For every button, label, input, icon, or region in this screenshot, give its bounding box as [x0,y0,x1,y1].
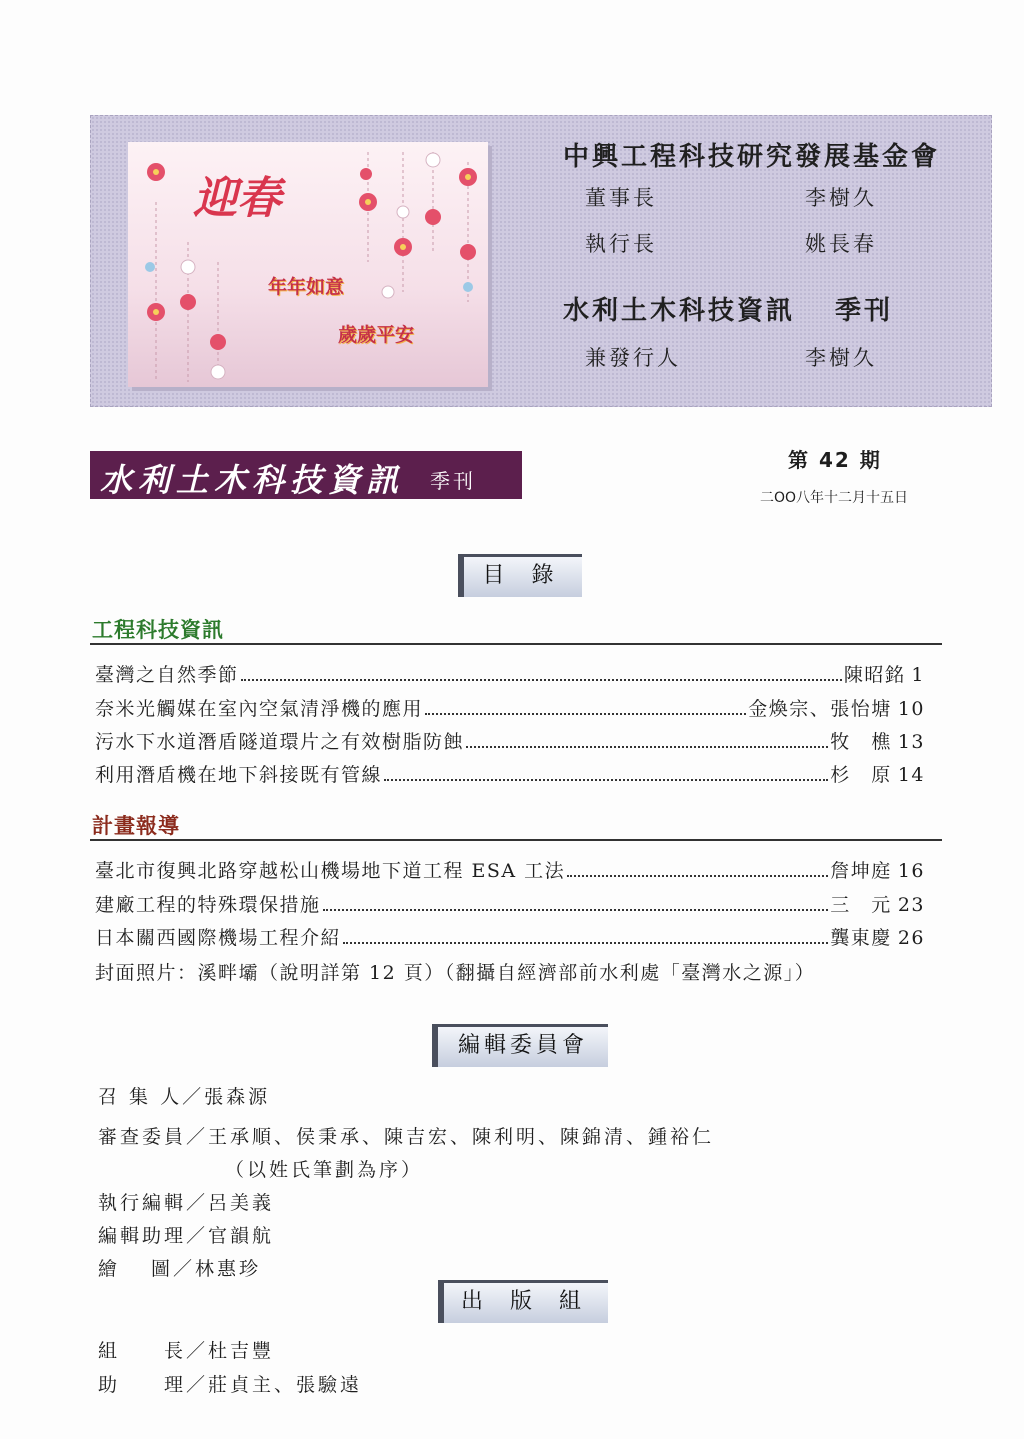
toc-entry-page: 23 [897,894,925,916]
toc-entry-author: 牧 樵 [830,731,892,753]
toc-entry-page: 14 [897,764,925,786]
section-divider [90,839,942,841]
foundation-name: 中興工程科技研究發展基金會 [563,142,941,172]
toc-leader-dots [241,679,842,681]
toc-entry-page: 13 [897,731,925,753]
reviewers-line: 審查委員／王承順、侯秉承、陳吉宏、陳利明、陳錦清、鍾裕仁 [98,1126,715,1148]
toc-entry-title: 奈米光觸媒在室內空氣清淨機的應用 [95,698,424,720]
issue-date: 二OO八年十二月十五日 [760,490,909,506]
toc-leader-dots [343,942,828,944]
toc-entry[interactable] [95,923,925,953]
toc-entry[interactable] [95,694,925,724]
section-divider [90,643,942,645]
assistants-line: 助 理／莊貞主、張驗遠 [98,1374,363,1396]
toc-entry-page: 1 [911,664,925,686]
toc-entry-title: 建廠工程的特殊環保措施 [95,894,321,916]
greeting-line-2: 歲歲平安 [338,324,415,346]
blossom-decoration [128,142,488,387]
toc-leader-dots [323,909,829,911]
section-title-project-reports: 計畫報導 [92,814,180,838]
masthead-subtitle: 季刊 [430,469,476,493]
group-leader-line: 組 長／杜吉豐 [98,1340,275,1362]
toc-leader-dots [384,779,828,781]
greeting-line-1: 年年如意 [268,276,345,298]
toc-entry-author: 金煥宗、張怡塘 [748,698,892,720]
toc-entry-author: 杉 原 [830,764,892,786]
illustrator-line: 繪 圖／林惠珍 [98,1258,262,1280]
toc-entry-author: 詹坤庭 [830,860,892,882]
greeting-card-image [128,142,488,387]
ceo-name: 姚長春 [805,232,877,256]
toc-entry-title: 臺灣之自然季節 [95,664,239,686]
toc-leader-dots [466,746,828,748]
toc-entry-title: 利用潛盾機在地下斜接既有管線 [95,764,383,786]
publication-name: 水利土木科技資訊 [563,296,796,326]
publisher-name: 李樹久 [805,346,877,370]
masthead-title: 水利土木科技資訊 [100,461,405,499]
toc-entry-author: 陳昭銘 [843,664,906,686]
toc-entry[interactable] [95,760,925,790]
toc-entry-title: 臺北市復興北路穿越松山機場地下道工程 ESA 工法 [95,860,566,882]
executive-editor-line: 執行編輯／呂美義 [98,1192,275,1214]
toc-entry[interactable] [95,856,925,886]
greeting-title: 迎春 [193,173,281,224]
toc-entry[interactable] [95,727,925,757]
editorial-assistant-line: 編輯助理／官韻航 [98,1225,275,1247]
toc-entry[interactable] [95,890,925,920]
toc-entry-title: 日本關西國際機場工程介紹 [95,927,342,949]
publishing-group-heading: 出 版 組 [438,1280,608,1323]
ceo-role: 執行長 [585,232,657,256]
toc-entry-page: 16 [897,860,925,882]
toc-heading: 目 錄 [458,554,582,597]
section-title-engineering: 工程科技資訊 [92,618,224,642]
publication-type: 季刊 [835,296,894,326]
issue-number: 第 42 期 [788,448,882,472]
toc-entry-author: 三 元 [830,894,892,916]
toc-entry-page: 10 [897,698,925,720]
cover-photo-note: 封面照片：溪畔壩（說明詳第 12 頁）（翻攝自經濟部前水利處「臺灣水之源」） [95,962,816,984]
toc-entry[interactable] [95,660,925,690]
toc-leader-dots [567,875,828,877]
toc-entry-page: 26 [897,927,925,949]
masthead-title-bar [90,451,522,499]
toc-entry-author: 龔東慶 [830,927,892,949]
editorial-committee-heading: 編輯委員會 [432,1024,608,1067]
reviewers-note: （以姓氏筆劃為序） [225,1159,424,1181]
toc-entry-title: 污水下水道潛盾隧道環片之有效樹脂防蝕 [95,731,465,753]
publisher-role: 兼發行人 [585,346,681,370]
chairman-role: 董事長 [585,186,657,210]
chairman-name: 李樹久 [805,186,877,210]
toc-leader-dots [425,713,746,715]
convener-line: 召 集 人／張森源 [98,1086,271,1108]
